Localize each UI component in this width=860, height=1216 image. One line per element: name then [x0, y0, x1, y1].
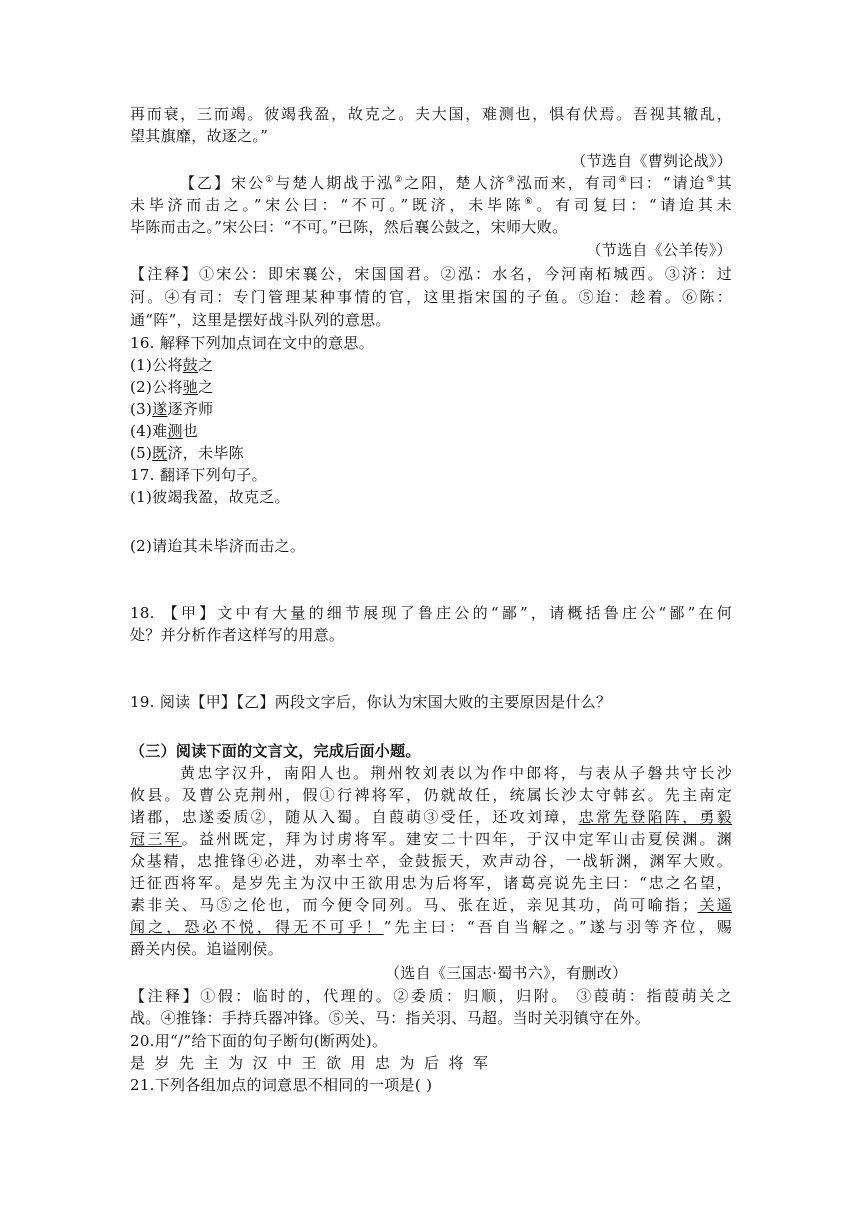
passage-3-line: 闻之，恐必不悦，得无不可乎！”先主曰：“吾自当解之。”遂与羽等齐位，赐	[130, 918, 733, 936]
notes-line: 【注释】①假：临时的，代理的。②委质：归顺，归附。 ③葭萌：指葭萌关之	[130, 987, 732, 1005]
question-18-line: 18. 【甲】文中有大量的细节展现了鲁庄公的“鄙”，请概括鲁庄公“鄙”在何	[130, 604, 732, 622]
passage-jia-source: （节选自《曹刿论战》）	[571, 152, 732, 170]
passage-jia-line: 再而衰，三而竭。彼竭我盈，故克之。夫大国，难测也，惧有伏焉。吾视其辙乱，	[130, 105, 732, 123]
notes-line: 河。④有司：专门管理某种事情的官，这里指宋国的子鱼。⑤迨：趁着。⑥陈：	[130, 288, 732, 306]
question-21-stem: 21.下列各组加点的词意思不相同的一项是( )	[130, 1076, 433, 1094]
question-19-line: 19. 阅读【甲】【乙】两段文字后，你认为宋国大败的主要原因是什么？	[130, 693, 612, 711]
passage-3-line: 素非关、马⑤之伦也，而今便令同列。马、张在近，亲见其功，尚可喻指；关遥	[130, 896, 732, 914]
passage-3-line: 迁征西将军。是岁先主为汉中王欲用忠为后将军，诸葛亮说先主曰：“忠之名望，	[130, 874, 732, 892]
passage-jia-line: 望其旗靡，故逐之。”	[130, 127, 269, 145]
question-16-item: (4)难测也	[130, 422, 199, 440]
passage-3-line: 黄忠字汉升，南阳人也。荆州牧刘表以为作中郎将，与表从子磐共守长沙	[180, 764, 732, 782]
question-20-sentence: 是岁先主为汉中王欲用忠为后将军	[130, 1054, 498, 1072]
question-16-stem: 16. 解释下列加点词在文中的意思。	[130, 334, 375, 352]
section-3-heading: （三）阅读下面的文言文，完成后面小题。	[130, 742, 421, 760]
question-17-sentence: (1)彼竭我盈，故克乏。	[130, 488, 290, 506]
question-17-sentence: (2)请迨其未毕济而击之。	[130, 537, 306, 555]
question-17-stem: 17. 翻译下列句子。	[130, 466, 267, 484]
question-16-item: (3)遂逐齐师	[130, 400, 214, 418]
passage-yi-source: （节选自《公羊传》）	[586, 241, 732, 259]
question-16-item: (2)公将驰之	[130, 378, 214, 396]
question-16-item: (1)公将鼓之	[130, 356, 214, 374]
question-16-item: (5)既济，未毕陈	[130, 444, 244, 462]
passage-3-line: 攸县。及曹公克荆州，假①行裨将军，仍就故任，统属长沙太守韩玄。先主南定	[130, 786, 732, 804]
passage-3-source: （选自《三国志·蜀书六》，有删改）	[385, 964, 628, 982]
notes-line: 战。④推锋：手持兵器冲锋。⑤关、马：指关羽、马超。当时关羽镇守在外。	[130, 1009, 651, 1027]
passage-yi-line: 未毕济而击之。”宋公曰：“不可。”既济，未毕陈⑥。有司复曰：“请迨其未	[130, 196, 732, 214]
passage-3-line: 爵关内侯。追谥刚侯。	[130, 940, 284, 958]
passage-yi-line: 【乙】宋公①与楚人期战于泓②之阳，楚人济③泓而来，有司④曰：“请迨⑤其	[180, 174, 732, 192]
passage-yi-line: 毕陈而击之。”宋公曰：“不可。”已陈，然后襄公鼓之，宋师大败。	[130, 218, 568, 236]
passage-3-line: 众基精，忠推锋④必进，劝率士卒，金鼓振天，欢声动谷，一战斩渊，渊军大败。	[130, 852, 732, 870]
question-20-stem: 20.用“/”给下面的句子断句(断两处)。	[130, 1032, 388, 1050]
notes-line: 通“阵”，这里是摆好战斗队列的意思。	[130, 311, 391, 329]
passage-3-line: 诸郡，忠遂委质②，随从入蜀。自葭萌③受任，还攻刘璋，忠常先登陷阵，勇毅	[130, 808, 733, 826]
passage-3-line: 冠三军。益州既定，拜为讨虏将军。建安二十四年，于汉中定军山击夏侯渊。渊	[130, 830, 733, 848]
notes-line: 【注释】①宋公：即宋襄公，宋国国君。②泓：水名，今河南柘城西。③济：过	[130, 265, 732, 283]
question-18-line: 处？并分析作者这样写的用意。	[130, 626, 345, 644]
